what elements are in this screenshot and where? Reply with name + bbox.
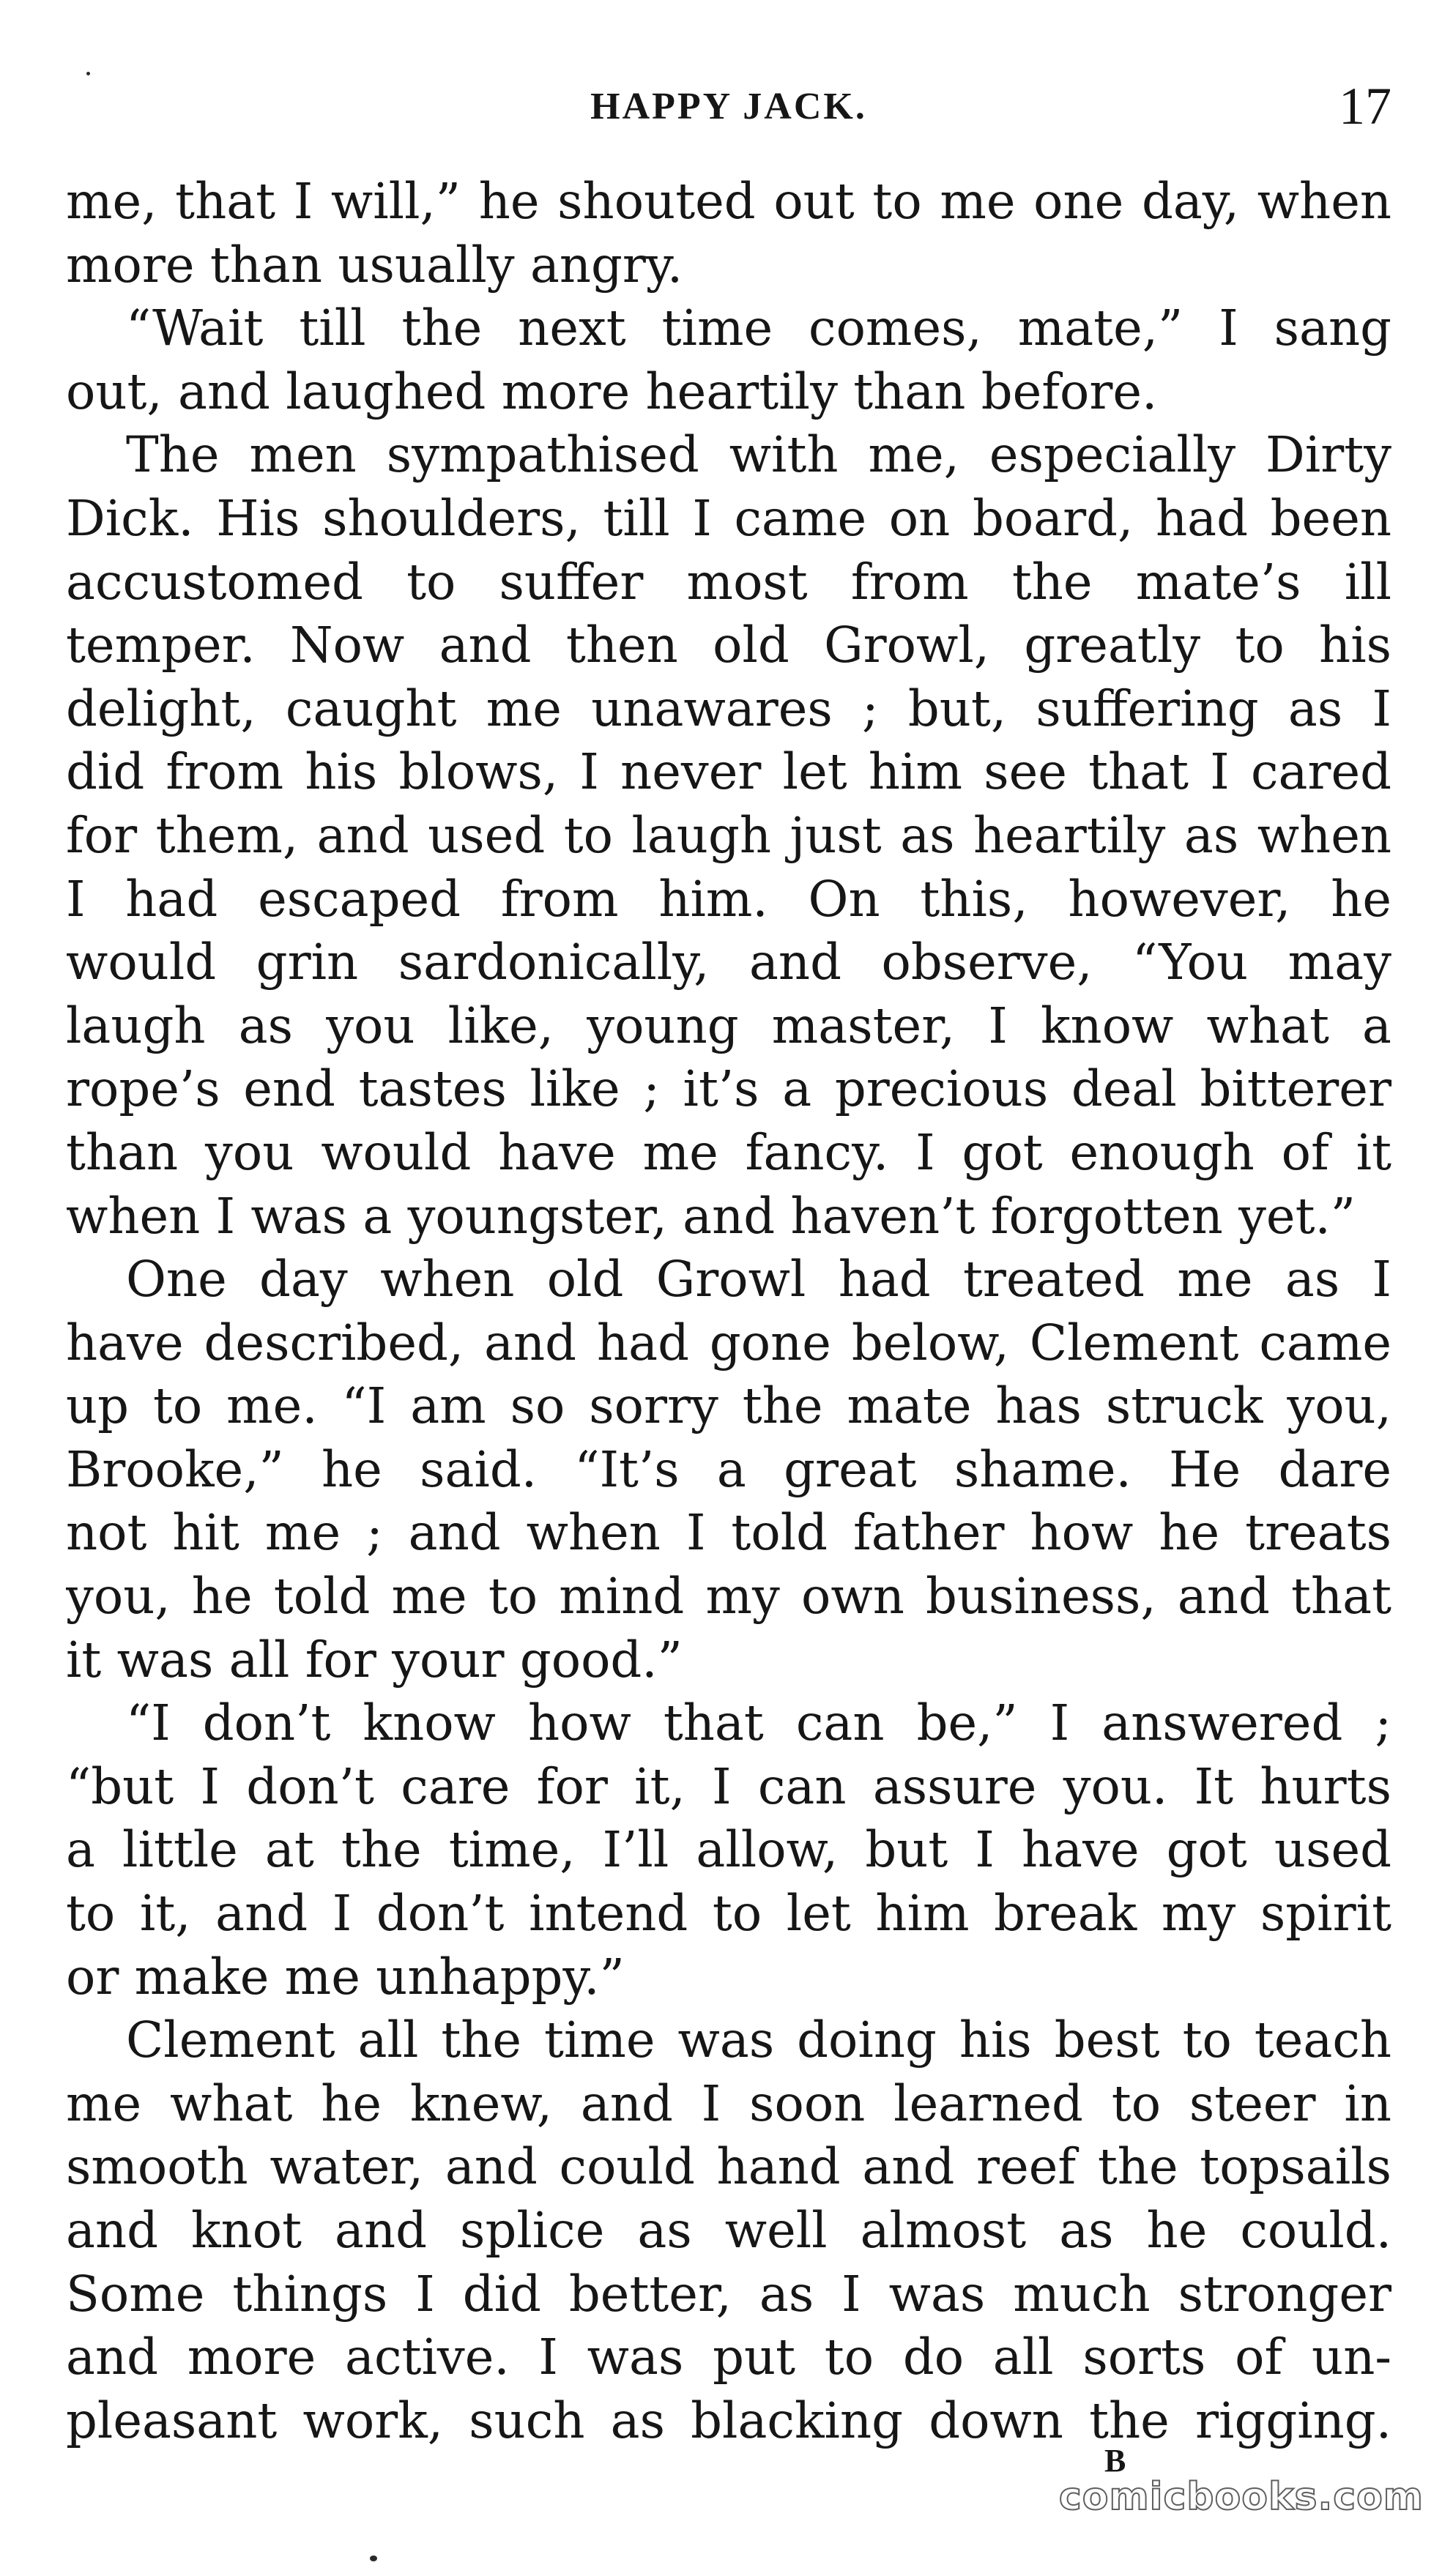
text-line: delight, caught me unawares ; but, suffering as I	[66, 680, 1391, 737]
text-line: pleasant work, such as blacking down the rigging.	[66, 2391, 1391, 2449]
text-line: and more active. I was put to do all sorts of un-	[66, 2329, 1391, 2386]
text-line: or make me unhappy.”	[66, 1948, 625, 2006]
ink-speck	[86, 72, 90, 75]
text-line: out, and laughed more heartily than before.	[66, 362, 1158, 420]
running-head	[66, 76, 1391, 135]
text-line: accustomed to suffer most from the mate’s ill	[66, 553, 1391, 611]
text-line: for them, and used to laugh just as heartily as when	[66, 806, 1391, 864]
page-number: 17	[1339, 77, 1391, 135]
text-line: did from his blows, I never let him see that I cared	[66, 743, 1391, 801]
text-line: more than usually angry.	[66, 236, 683, 294]
text-line: smooth water, and could hand and reef the topsails	[66, 2138, 1391, 2196]
text-line: when I was a youngster, and haven’t forgotten yet.”	[66, 1187, 1356, 1245]
text-line: it was all for your good.”	[66, 1631, 683, 1689]
text-line: Some things I did better, as I was much stronger	[66, 2265, 1391, 2323]
watermark: comicbooks.com	[1058, 2475, 1424, 2519]
text-line: One day when old Growl had treated me as I	[126, 1251, 1391, 1309]
text-line: you, he told me to mind my own business, and that	[66, 1568, 1391, 1626]
text-line: laugh as you like, young master, I know what a	[66, 997, 1391, 1054]
text-line: “but I don’t care for it, I can assure you. It hurts	[66, 1757, 1391, 1815]
text-line: I had escaped from him. On this, however, he	[66, 870, 1391, 928]
text-line: “Wait till the next time comes, mate,” I sang	[126, 299, 1391, 357]
text-line: and knot and splice as well almost as he could.	[66, 2202, 1391, 2259]
text-line: a little at the time, I’ll allow, but I have got used	[66, 1821, 1391, 1879]
text-line: not hit me ; and when I told father how he treats	[66, 1504, 1391, 1562]
text-line: would grin sardonically, and observe, “You may	[66, 934, 1391, 991]
text-line: Dick. His shoulders, till I came on board, had been	[66, 489, 1391, 547]
text-line: me what he knew, and I soon learned to steer in	[66, 2074, 1391, 2132]
text-line: The men sympathised with me, especially Dirty	[126, 426, 1391, 484]
body-text	[66, 170, 1391, 2452]
text-line: Clement all the time was doing his best to teach	[126, 2011, 1391, 2069]
text-line: rope’s end tastes like ; it’s a precious deal bitterer	[66, 1060, 1391, 1118]
text-line: me, that I will,” he shouted out to me one day, when	[66, 173, 1391, 230]
text-line: have described, and had gone below, Clement came	[66, 1314, 1391, 1371]
text-line: temper. Now and then old Growl, greatly to his	[66, 617, 1391, 674]
text-line: Brooke,” he said. “It’s a great shame. He dare	[66, 1440, 1391, 1498]
text-line: “I don’t know how that can be,” I answered ;	[126, 1694, 1391, 1752]
text-line: than you would have me fancy. I got enough of it	[66, 1123, 1391, 1181]
text-line: up to me. “I am so sorry the mate has struck you,	[66, 1377, 1391, 1435]
text-line: to it, and I don’t intend to let him break my spirit	[66, 1885, 1391, 1943]
running-title: HAPPY JACK.	[590, 86, 867, 127]
signature-mark: B	[1104, 2443, 1128, 2479]
ink-speck	[370, 2555, 377, 2561]
